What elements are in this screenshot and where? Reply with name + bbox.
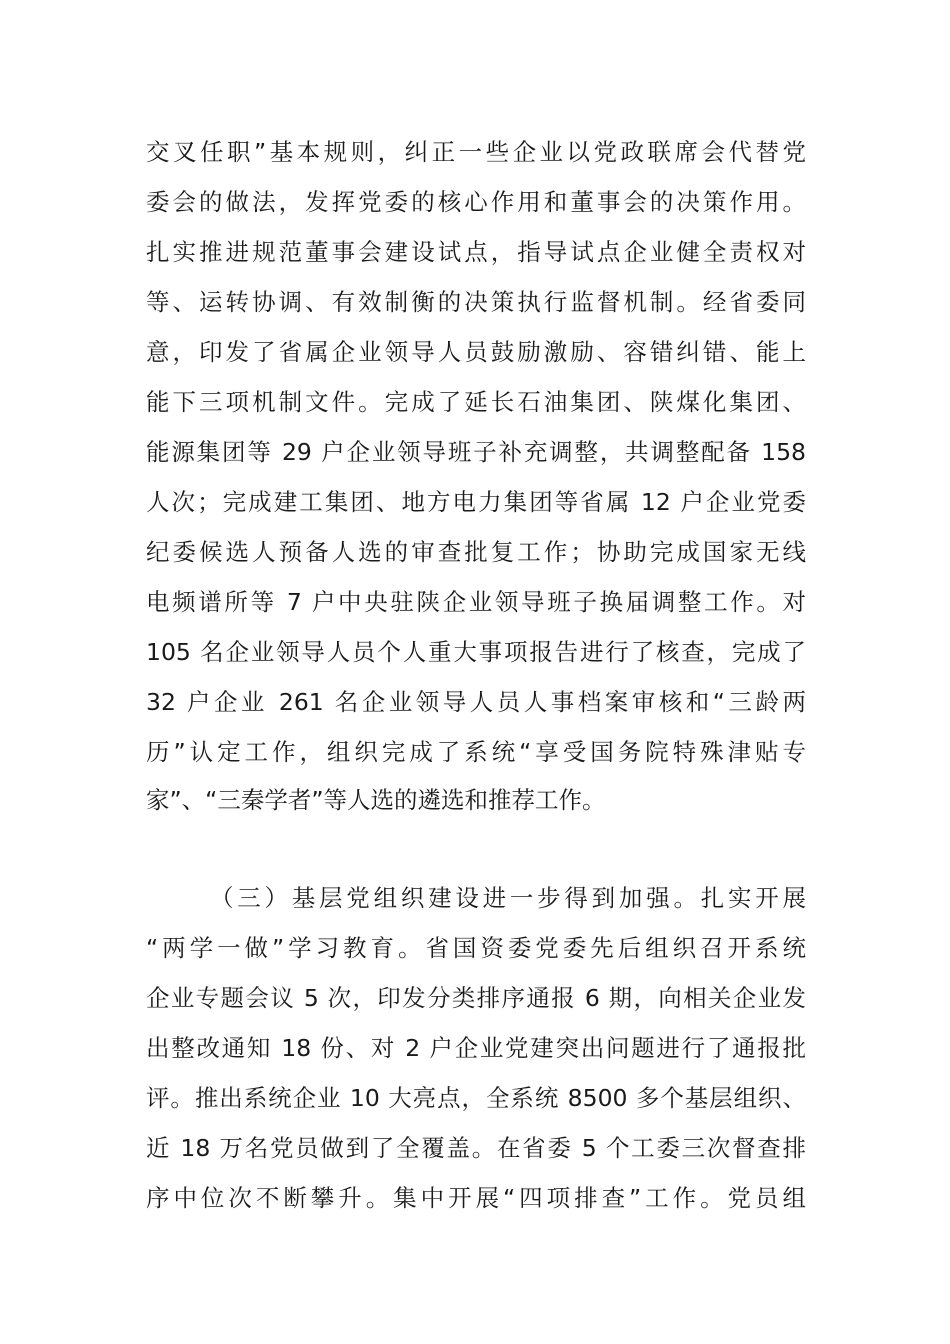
text-line: 能源集团等 29 户企业领导班子补充调整，共调整配备 158 <box>146 438 806 466</box>
text-line: 评。推出系统企业 10 大亮点，全系统 8500 多个基层组织、 <box>146 1084 806 1112</box>
text-line: 委会的做法，发挥党委的核心作用和董事会的决策作用。 <box>146 188 806 216</box>
text-line: 序中位次不断攀升。集中开展“四项排查”工作。党员组 <box>146 1184 806 1212</box>
text-line: 人次；完成建工集团、地方电力集团等省属 12 户企业党委 <box>146 488 806 516</box>
text-line: 近 18 万名党员做到了全覆盖。在省委 5 个工委三次督查排 <box>146 1134 806 1162</box>
text-line: 历”认定工作，组织完成了系统“享受国务院特殊津贴专 <box>146 738 806 766</box>
text-line: “两学一做”学习教育。省国资委党委先后组织召开系统 <box>146 934 806 962</box>
text-line: 等、运转协调、有效制衡的决策执行监督机制。经省委同 <box>146 288 806 316</box>
text-line: 扎实推进规范董事会建设试点，指导试点企业健全责权对 <box>146 238 806 266</box>
text-line: 企业专题会议 5 次，印发分类排序通报 6 期，向相关企业发 <box>146 984 806 1012</box>
text-line: 能下三项机制文件。完成了延长石油集团、陕煤化集团、 <box>146 388 806 416</box>
text-line: 出整改通知 18 份、对 2 户企业党建突出问题进行了通报批 <box>146 1034 806 1062</box>
text-line: 意，印发了省属企业领导人员鼓励激励、容错纠错、能上 <box>146 338 806 366</box>
text-line: 32 户企业 261 名企业领导人员人事档案审核和“三龄两 <box>146 688 806 716</box>
text-line: 纪委候选人预备人选的审查批复工作；协助完成国家无线 <box>146 538 806 566</box>
text-line: 交叉任职”基本规则，纠正一些企业以党政联席会代替党 <box>146 138 806 166</box>
text-line: （三）基层党组织建设进一步得到加强。扎实开展 <box>210 884 806 912</box>
text-line: 105 名企业领导人员个人重大事项报告进行了核查，完成了 <box>146 638 806 666</box>
text-line: 电频谱所等 7 户中央驻陕企业领导班子换届调整工作。对 <box>146 588 806 616</box>
text-line: 家”、“三秦学者”等人选的遴选和推荐工作。 <box>146 786 606 814</box>
